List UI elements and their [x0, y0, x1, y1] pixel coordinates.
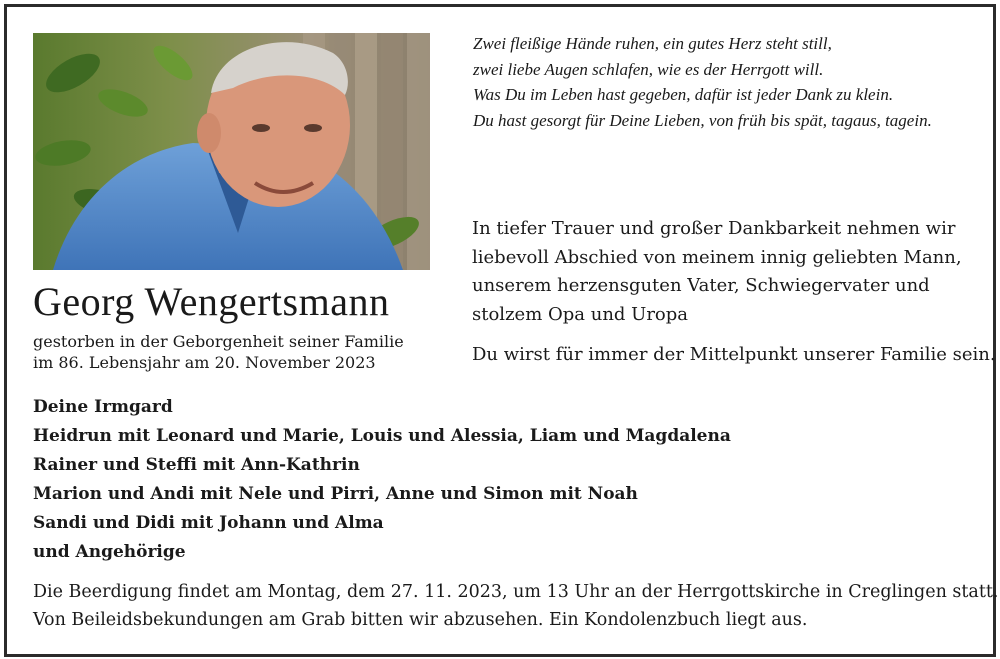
family-line: und Angehörige	[33, 542, 186, 562]
death-info-line: im 86. Lebensjahr am 20. November 2023	[33, 353, 376, 372]
family-line: Marion und Andi mit Nele und Pirri, Anne und Simon mit Noah	[33, 484, 638, 504]
funeral-info	[33, 578, 999, 634]
deceased-name: Georg Wengertsmann	[33, 279, 390, 324]
poem-line: Zwei fleißige Hände ruhen, ein gutes Herz steht still,	[473, 34, 832, 53]
mourning-line: In tiefer Trauer und großer Dankbarkeit nehmen wir	[472, 218, 956, 239]
poem-line: zwei liebe Augen schlafen, wie es der Herrgott will.	[473, 59, 824, 79]
family-line: Rainer und Steffi mit Ann-Kathrin	[33, 455, 360, 475]
death-info	[33, 331, 404, 373]
family-line: Deine Irmgard	[33, 397, 173, 417]
poem-line: Was Du im Leben hast gegeben, dafür ist jeder Dank zu klein.	[473, 85, 894, 104]
funeral-line: Von Beileidsbekundungen am Grab bitten wir abzusehen. Ein Kondolenzbuch liegt aus.	[33, 610, 808, 630]
death-info-line: gestorben in der Geborgenheit seiner Familie	[33, 332, 404, 351]
mourning-line: liebevoll Abschied von meinem innig geliebten Mann,	[472, 246, 962, 268]
mourning-text	[472, 215, 962, 329]
family-line: Sandi und Didi mit Johann und Alma	[33, 513, 384, 533]
mourning-line: unserem herzensguten Vater, Schwiegervater und	[472, 275, 930, 296]
mourning-line: stolzem Opa und Uropa	[472, 303, 689, 325]
poem	[473, 31, 932, 133]
portrait-photo	[33, 33, 430, 270]
closing-sentence: Du wirst für immer der Mittelpunkt unserer Familie sein.	[472, 344, 996, 365]
funeral-line: Die Beerdigung findet am Montag, dem 27. 11. 2023, um 13 Uhr an der Herrgottskirche in Creglingen statt.	[33, 582, 999, 602]
family-list	[33, 393, 731, 567]
family-line: Heidrun mit Leonard und Marie, Louis und Alessia, Liam und Magdalena	[33, 426, 731, 446]
poem-line: Du hast gesorgt für Deine Lieben, von früh bis spät, tagaus, tagein.	[473, 110, 932, 130]
